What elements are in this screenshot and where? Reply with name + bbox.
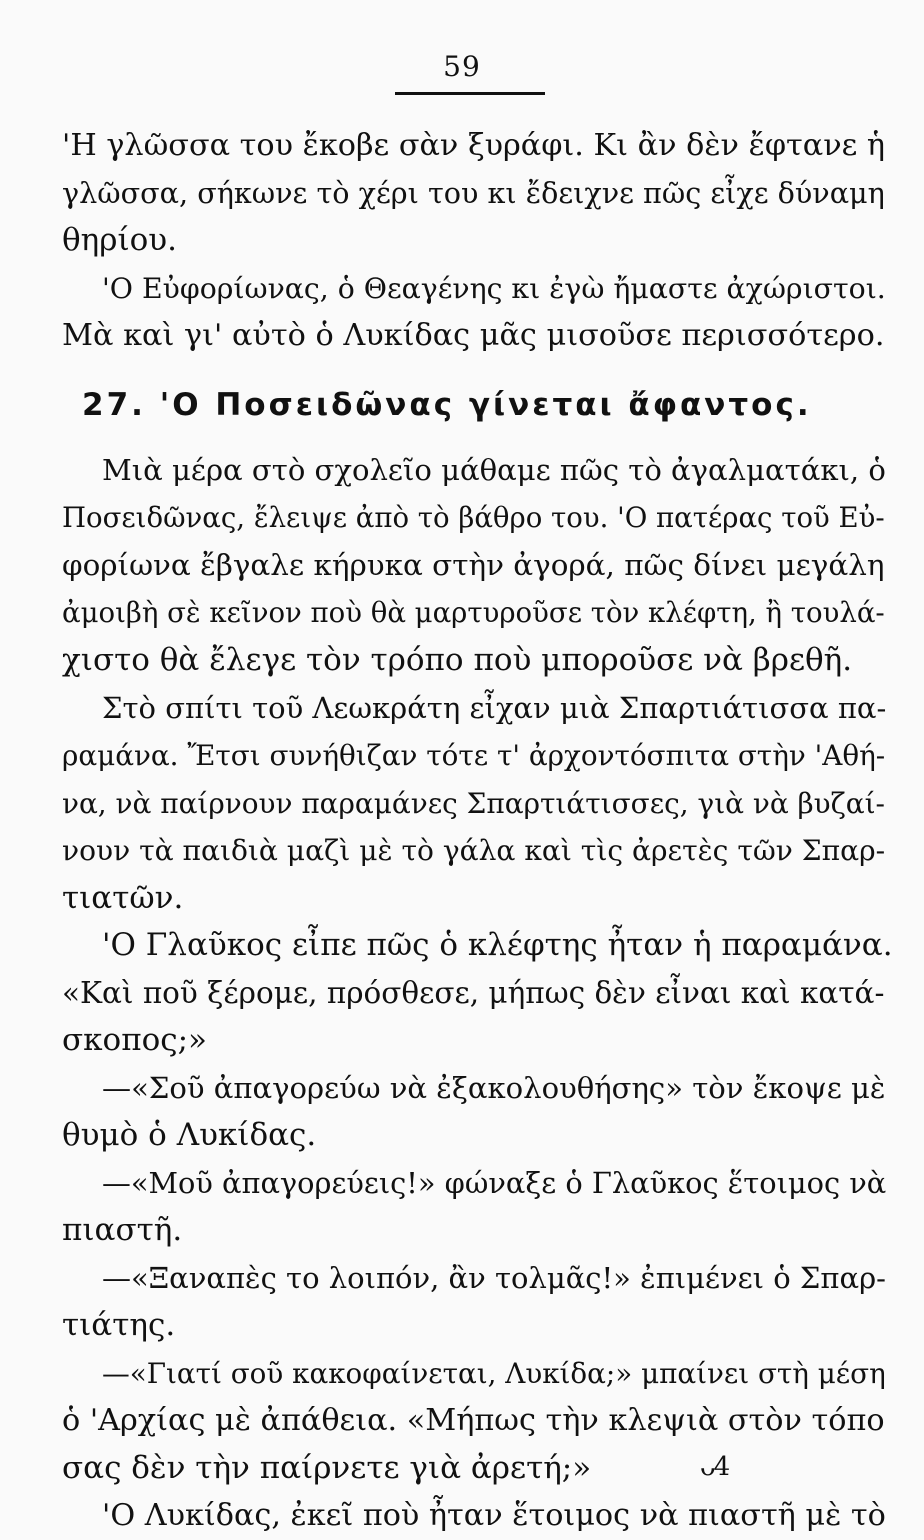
- text-line: «Καὶ ποῦ ξέρομε, πρόσθεσε, μήπως δὲν εἶναι καὶ κατά-: [62, 975, 885, 1010]
- page-number-rule: [395, 92, 545, 95]
- text-line: θηρίου.: [62, 222, 177, 258]
- text-line: να, νὰ παίρνουν παραμάνες Σπαρτιάτισσες, γιὰ νὰ βυζαί-: [62, 786, 885, 820]
- text-line: ὁ 'Αρχίας μὲ ἀπάθεια. «Μήπως τὴν κλεψιὰ στὸν τόπο: [62, 1403, 885, 1438]
- text-line: νουν τὰ παιδιὰ μαζὶ μὲ τὸ γάλα καὶ τὶς ἀρετὲς τῶν Σπαρ-: [62, 834, 886, 867]
- text-line: τιάτης.: [62, 1307, 176, 1343]
- text-line: Στὸ σπίτι τοῦ Λεωκράτη εἶχαν μιὰ Σπαρτιάτισσα πα-: [102, 690, 887, 725]
- text-line: θυμὸ ὁ Λυκίδας.: [62, 1117, 317, 1153]
- text-line: ραμάνα. Ἔτσι συνήθιζαν τότε τ' ἀρχοντόσπιτα στὴν 'Αθή-: [62, 739, 886, 772]
- text-line: 'Ο Εὐφορίωνας, ὁ Θεαγένης κι ἐγὼ ἤμαστε ἀχώριστοι.: [102, 271, 886, 305]
- text-line: πιαστῆ.: [62, 1212, 183, 1248]
- page-number: 59: [443, 50, 481, 83]
- chapter-heading: 27. 'Ο Ποσειδῶνας γίνεται ἄφαντος.: [82, 386, 812, 423]
- page-body: [62, 122, 902, 1540]
- text-line: —«Γιατί σοῦ κακοφαίνεται, Λυκίδα;» μπαίνει στὴ μέση: [102, 1356, 886, 1390]
- text-line: χιστο θὰ ἔλεγε τὸν τρόπο ποὺ μποροῦσε νὰ βρεθῆ.: [62, 642, 853, 678]
- text-line: Μὰ καὶ γι' αὐτὸ ὁ Λυκίδας μᾶς μισοῦσε περισσότερο.: [62, 318, 885, 353]
- text-line: 'Η γλῶσσα του ἔκοβε σὰν ξυράφι. Κι ἂν δὲν ἔφτανε ἡ: [62, 128, 886, 163]
- text-line: —«Σοῦ ἀπαγορεύω νὰ ἐξακολουθήσης» τὸν ἔκοψε μὲ: [102, 1070, 886, 1105]
- text-line: Ποσειδῶνας, ἔλειψε ἀπὸ τὸ βάθρο του. 'Ο πατέρας τοῦ Εὐ-: [62, 501, 885, 534]
- text-line: —«Ξαναπὲς το λοιπόν, ἂν τολμᾶς!» ἐπιμένει ὁ Σπαρ-: [102, 1260, 886, 1295]
- text-line: τιατῶν.: [62, 879, 184, 916]
- text-line: σας δὲν τὴν παίρνετε γιὰ ἀρετή;»: [62, 1449, 592, 1486]
- text-line: Μιὰ μέρα στὸ σχολεῖο μάθαμε πῶς τὸ ἀγαλματάκι, ὁ: [102, 453, 886, 487]
- text-line: 'Ο Λυκίδας, ἐκεῖ ποὺ ἦταν ἕτοιμος νὰ πιαστῆ μὲ τὸ: [102, 1498, 886, 1533]
- signature-mark: ᴗ4: [700, 1452, 729, 1482]
- text-line: —«Μοῦ ἀπαγορεύεις!» φώναξε ὁ Γλαῦκος ἕτοιμος νὰ: [102, 1165, 887, 1200]
- text-line: 'Ο Γλαῦκος εἶπε πῶς ὁ κλέφτης ἦταν ἡ παραμάνα.: [102, 927, 893, 963]
- text-line: φορίωνα ἔβγαλε κήρυκα στὴν ἀγορά, πῶς δίνει μεγάλη: [62, 548, 885, 582]
- text-line: γλῶσσα, σήκωνε τὸ χέρι του κι ἔδειχνε πῶς εἶχε δύναμη: [62, 175, 885, 210]
- text-line: ἀμοιβὴ σὲ κεῖνον ποὺ θὰ μαρτυροῦσε τὸν κλέφτη, ἢ τουλά-: [62, 596, 885, 629]
- text-line: σκοπος;»: [62, 1022, 208, 1058]
